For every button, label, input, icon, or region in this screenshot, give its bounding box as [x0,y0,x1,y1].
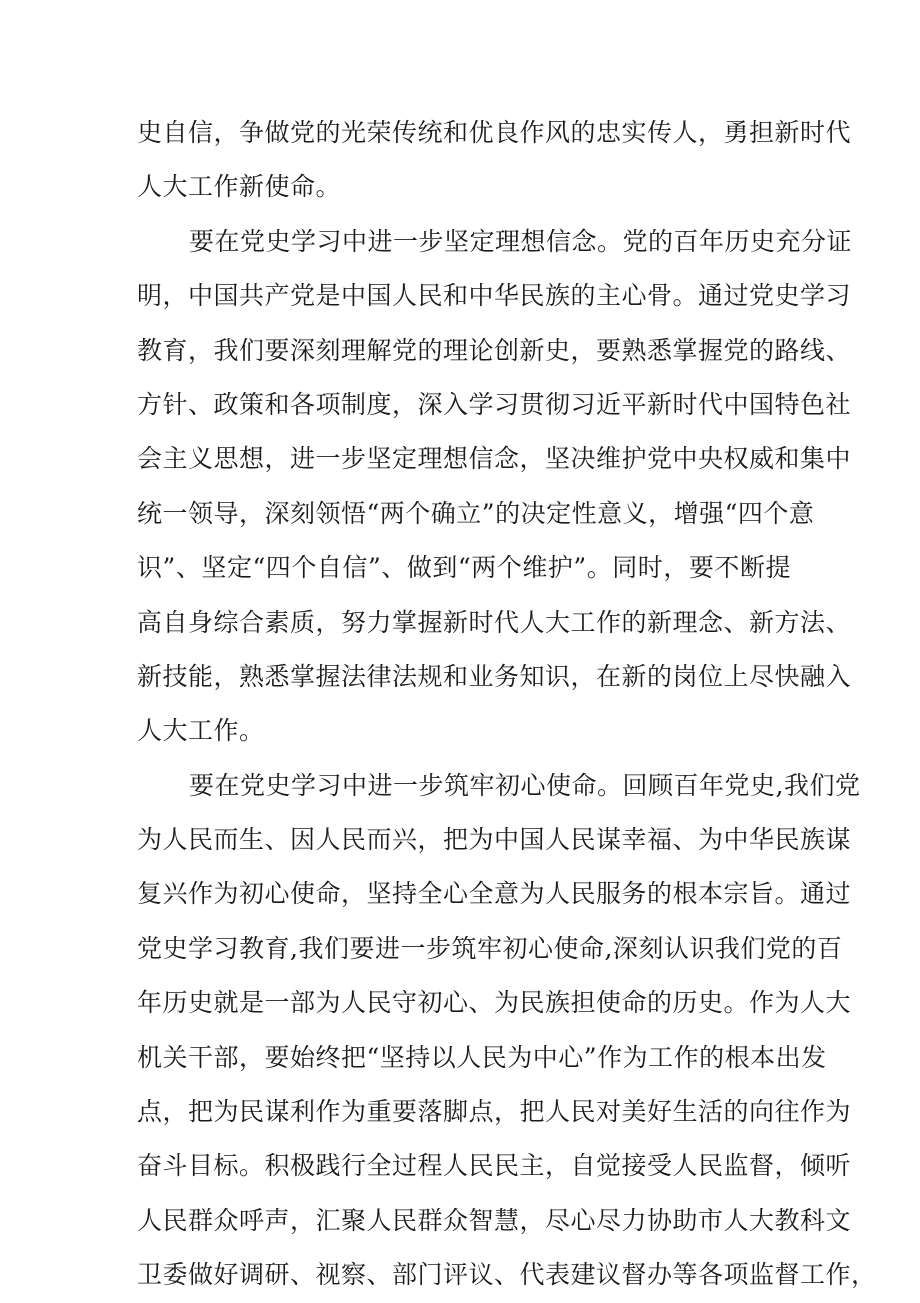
body-text [137,106,877,1303]
text-line: 要在党史学习中进一步筑牢初心使命。回顾百年党史,我们党 [189,770,861,800]
text-line: 方针、政策和各项制度，深入学习贯彻习近平新时代中国特色社 [137,389,852,419]
text-line: 复兴作为初心使命，坚持全心全意为人民服务的根本宗旨。通过 [137,879,852,909]
text-line: 为人民而生、因人民而兴，把为中国人民谋幸福、为中华民族谋 [137,825,852,855]
text-line: 史自信，争做党的光荣传统和优良作风的忠实传人，勇担新时代 [137,118,852,147]
text-line: 机关干部，要始终把“坚持以人民为中心”作为工作的根本出发 [137,1042,827,1072]
text-line: 识”、坚定“四个自信”、做到“两个维护”。同时，要不断提 [137,553,791,583]
paragraph [137,106,852,215]
text-line: 人民群众呼声，汇聚人民群众智慧，尽心尽力协助市人大教科文 [137,1205,852,1235]
text-line: 要在党史学习中进一步坚定理想信念。党的百年历史充分证 [189,226,853,256]
text-line: 人大工作。 [137,716,265,746]
text-line: 明，中国共产党是中国人民和中华民族的主心骨。通过党史学习 [137,281,852,311]
text-line: 新技能，熟悉掌握法律法规和业务知识，在新的岗位上尽快融入 [137,661,852,691]
text-line: 卫委做好调研、视察、部门评议、代表建议督办等各项监督工作， [137,1260,877,1290]
text-line: 人大工作新使命。 [137,172,342,202]
text-line: 统一领导，深刻领悟“两个确立”的决定性意义，增强“四个意 [137,498,815,528]
paragraph [137,759,877,1303]
text-line: 点，把为民谋利作为重要落脚点，把人民对美好生活的向往作为 [137,1097,852,1127]
text-line: 奋斗目标。积极践行全过程人民民主，自觉接受人民监督，倾听 [137,1151,852,1181]
text-line: 会主义思想，进一步坚定理想信念，坚决维护党中央权威和集中 [137,444,852,474]
text-line: 教育，我们要深刻理解党的理论创新史，要熟悉掌握党的路线、 [137,335,852,365]
paragraph [137,215,853,759]
text-line: 高自身综合素质，努力掌握新时代人大工作的新理念、新方法、 [137,607,852,637]
text-line: 年历史就是一部为人民守初心、为民族担使命的历史。作为人大 [137,988,852,1018]
text-line: 党史学习教育,我们要进一步筑牢初心使命,深刻认识我们党的百 [137,933,843,963]
